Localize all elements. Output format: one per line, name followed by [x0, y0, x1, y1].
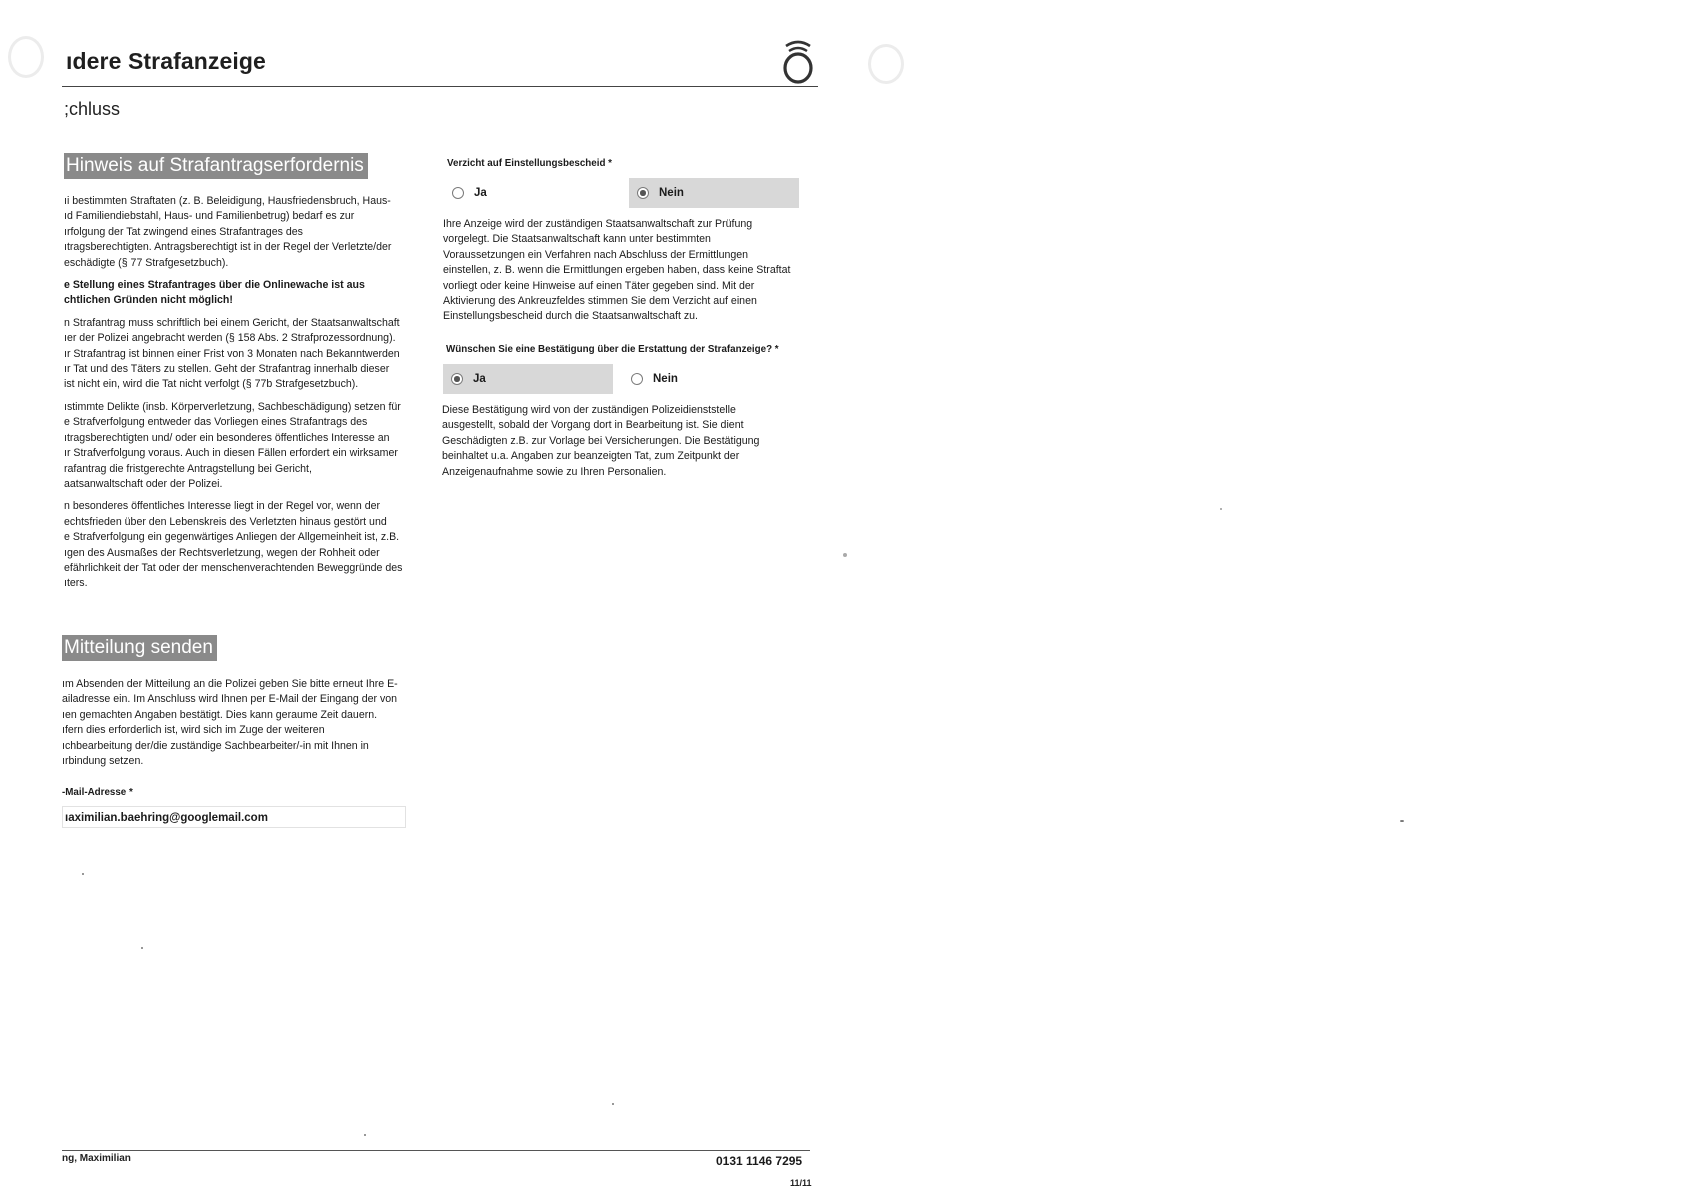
- police-logo-icon: [778, 38, 818, 84]
- scan-speck: [141, 947, 143, 949]
- radio-checked-icon[interactable]: [637, 187, 649, 199]
- scan-speck: [364, 1134, 366, 1136]
- footer-phone: 0131 1146 7295: [716, 1154, 803, 1168]
- footer-divider: [62, 1150, 810, 1151]
- hinweis-paragraph-1: ıi bestimmten Straftaten (z. B. Beleidigung, Hausfriedensbruch, Haus- ıd Familiendiebstahl, Haus- und Familienbetrug) bedarf es zur ırfolgung der Tat zwingend eines Strafantrages des ıtragsberechtigten. Antragsberechtigt ist in der Regel der Verletzte/der eschädigte (§ 77 Strafgesetzbuch).: [64, 195, 392, 269]
- bestaetigung-text: Diese Bestätigung wird von der zuständigen Polizeidienststelle ausgestellt, sobald der Vorgang dort in Bearbeitung ist. Sie dient Geschädigten z.B. zur Vorlage bei Versicherungen. Die Bestätigung beinhaltet u.a. Angaben zur beanzeigten Tat, zum Zeitpunkt der Anzeigenaufnahme sowie zu Ihren Personalien.: [442, 404, 760, 478]
- scan-speck: [843, 553, 847, 557]
- radio-checked-icon[interactable]: [451, 373, 463, 385]
- page-subtitle: ;chluss: [64, 99, 121, 119]
- mitteilung-heading: Mitteilung senden: [62, 635, 217, 661]
- scan-speck: [82, 873, 84, 875]
- hinweis-paragraph-2: e Stellung eines Strafantrages über die Onlinewache ist aus chtlichen Gründen nicht möglich!: [64, 279, 365, 307]
- verzicht-text: Ihre Anzeige wird der zuständigen Staatsanwaltschaft zur Prüfung vorgelegt. Die Staatsanwaltschaft kann unter bestimmten Voraussetzungen ein Verfahren nach Abschluss der Ermittlungen einstellen, z. B. wenn die Ermittlungen ergeben haben, dass keine Straftat vorliegt oder keine Hinweise auf einen Täter gegeben sind. Mit der Aktivierung des Ankreuzfeldes stimmen Sie dem Verzicht auf einen Einstellungsbescheid durch die Staatsanwaltschaft zu.: [443, 218, 791, 323]
- verzicht-option-ja[interactable]: Ja: [444, 178, 604, 208]
- hinweis-heading: Hinweis auf Strafantragserfordernis: [64, 153, 368, 179]
- hinweis-paragraph-3: n Strafantrag muss schriftlich bei einem Gericht, der Staatsanwaltschaft ıer der Polizei angebracht werden (§ 158 Abs. 2 Strafprozessordnung). ır Strafantrag ist binnen einer Frist von 3 Monaten nach Bekanntwerden ır Tat und des Täters zu stellen. Geht der Strafantrag innerhalb dieser ist nicht ein, wird die Tat nicht verfolgt (§ 77b Strafgesetzbuch).: [64, 316, 400, 391]
- footer-name: ng, Maximilian: [62, 1153, 131, 1164]
- scan-speck: [612, 1103, 614, 1105]
- email-field[interactable]: ıaximilian.baehring@googlemail.com: [62, 806, 406, 828]
- bestaetigung-option-nein[interactable]: Nein: [623, 364, 793, 394]
- hinweis-paragraph-4: ıstimmte Delikte (insb. Körperverletzung, Sachbeschädigung) setzen für e Strafverfolgung entweder das Vorliegen eines Strafantrags des ıtragsberechtigten und/ oder ein besonderes öffentliches Interesse an ır Strafverfolgung voraus. Auch in diesen Fällen erfordert ein wirksamer rafantrag die fristgerechte Antragstellung bei Gericht, aatsanwaltschaft oder der Polizei.: [64, 400, 401, 490]
- verzicht-label: Verzicht auf Einstellungsbescheid *: [447, 158, 612, 169]
- verzicht-option-nein[interactable]: Nein: [629, 178, 799, 208]
- header-divider: [62, 86, 818, 87]
- radio-unchecked-icon[interactable]: [452, 187, 464, 199]
- hinweis-paragraph-5: n besonderes öffentliches Interesse liegt in der Regel vor, wenn der echtsfrieden über den Lebenskreis des Verletzten hinaus gestört und e Strafverfolgung ein gegenwärtiges Anliegen der Allgemeinheit ist, z.B. ıgen des Ausmaßes der Rechtsverletzung, wegen der Rohheit oder efährlichkeit der Tat oder der menschenverachtenden Beweggründe des ıters.: [64, 500, 403, 590]
- scan-speck: [1220, 508, 1222, 510]
- bestaetigung-label: Wünschen Sie eine Bestätigung über die Erstattung der Strafanzeige? *: [446, 344, 779, 355]
- ghost-logo-left: [8, 36, 44, 78]
- hinweis-text: [64, 194, 424, 599]
- mitteilung-text: ım Absenden der Mitteilung an die Polizei geben Sie bitte erneut Ihre E- ailadresse ein. Im Anschluss wird Ihnen per E-Mail der Eingang der von ıen gemachten Angaben bestätigt. Dies kann geraume Zeit dauern. ıfern dies erforderlich ist, wird sich im Zuge der weiteren ıchbearbeitung der/die zuständige Sachbearbeiter/-in mit Ihnen in ırbindung setzen.: [62, 678, 398, 768]
- email-label: -Mail-Adresse *: [62, 787, 133, 798]
- ghost-logo-right: [868, 44, 904, 84]
- radio-unchecked-icon[interactable]: [631, 373, 643, 385]
- scan-speck: [1400, 820, 1404, 822]
- page-number: 11/11: [790, 1178, 812, 1188]
- page-title: ıdere Strafanzeige: [66, 48, 266, 74]
- bestaetigung-option-ja[interactable]: Ja: [443, 364, 613, 394]
